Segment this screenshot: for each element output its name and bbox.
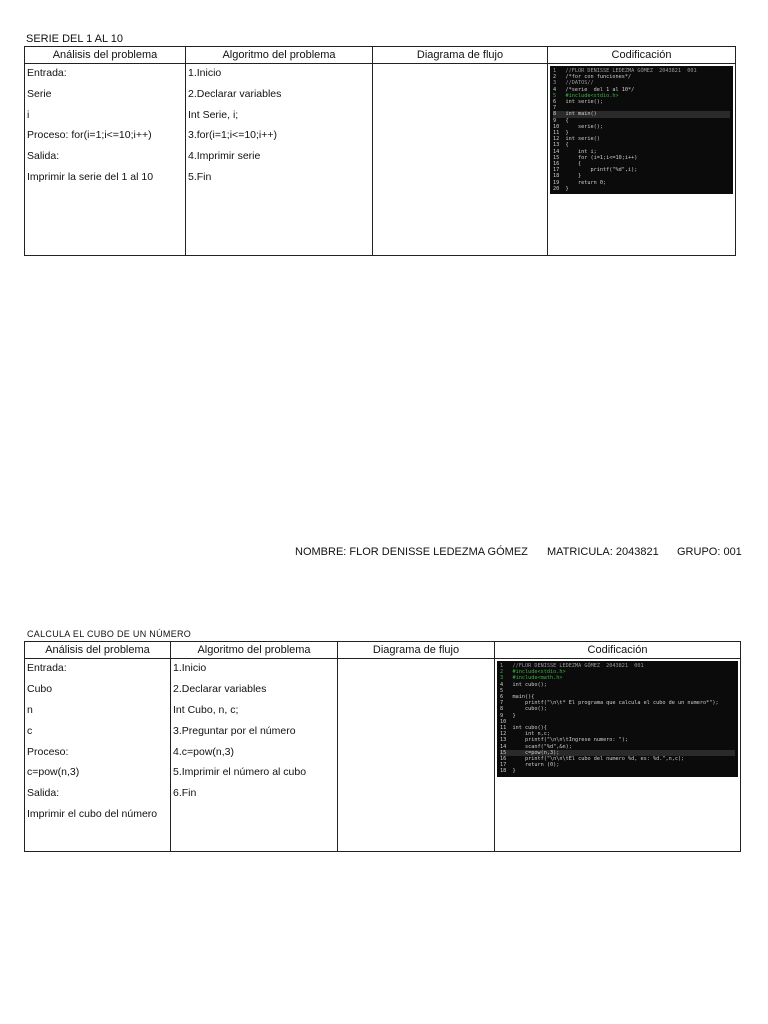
- student-matricula: MATRICULA: 2043821: [547, 546, 659, 558]
- code-line: 2 /*for con funciones*/: [553, 74, 632, 81]
- algorithm-line: 6.Fin: [173, 787, 197, 800]
- code-line: 6 main(){: [500, 694, 535, 701]
- code-line: 5: [500, 687, 504, 694]
- code-line: 12 int serie(): [553, 136, 600, 143]
- analysis-line: n: [27, 703, 33, 716]
- analysis-line: Salida:: [27, 787, 60, 800]
- algorithm-cell: [186, 64, 373, 256]
- analysis-line: Entrada:: [27, 662, 67, 674]
- algorithm-line: 3.Preguntar por el número: [173, 724, 296, 737]
- analysis-line: Entrada:: [27, 67, 67, 79]
- header-coding: Codificación: [495, 642, 741, 659]
- code-line: 4 /*serie del 1 al 10*/: [553, 86, 635, 93]
- code-line: 1 //FLOR DENISSE LEDEZMA GÓMEZ 2043821 001: [500, 663, 644, 669]
- analysis-line: Salida:: [27, 150, 60, 163]
- algorithm-line: 2.Declarar variables: [173, 682, 267, 695]
- analysis-cell: [25, 659, 171, 852]
- code-line: 20 }: [553, 185, 569, 192]
- algorithm-line: 1.Inicio: [188, 67, 222, 79]
- algorithm-line: 5.Imprimir el número al cubo: [173, 766, 307, 779]
- analysis-line: Cubo: [27, 682, 53, 695]
- algorithm-line: 4.Imprimir serie: [188, 150, 261, 163]
- code-line: 15 c=pow(n,3);: [500, 750, 735, 756]
- code-line: 9 {: [553, 117, 569, 124]
- header-algorithm: Algoritmo del problema: [186, 47, 373, 64]
- algorithm-line: 4.c=pow(n,3): [173, 745, 234, 758]
- section1-table: [24, 46, 736, 256]
- section2-title: CALCULA EL CUBO DE UN NÚMERO: [27, 629, 192, 639]
- code-line: 7: [553, 105, 557, 112]
- code-line: 13 printf("\n\n\tIngrese numero: ");: [500, 737, 629, 744]
- code-line: 18 }: [553, 173, 582, 180]
- algorithm-line: 2.Declarar variables: [188, 87, 282, 100]
- analysis-line: i: [27, 108, 30, 121]
- algorithm-cell: [171, 659, 338, 852]
- code-line: 3 #include<math.h>: [500, 675, 563, 682]
- code-screenshot: [497, 661, 738, 777]
- flow-diagram-cell: [338, 659, 495, 852]
- code-line: 18 }: [500, 768, 516, 775]
- student-name: NOMBRE: FLOR DENISSE LEDEZMA GÓMEZ: [295, 546, 528, 558]
- code-line: 1 //FLOR DENISSE LEDEZMA GÓMEZ 2043821 001: [553, 68, 697, 74]
- algorithm-line: 3.for(i=1;i<=10;i++): [188, 129, 278, 142]
- code-line: 17 printf("%d",i);: [553, 167, 638, 174]
- header-coding: Codificación: [548, 47, 736, 64]
- code-line: 8 int main(): [553, 111, 730, 117]
- code-line: 3 //DATOS//: [553, 80, 594, 87]
- header-flow-diagram: Diagrama de flujo: [373, 47, 548, 64]
- analysis-line: Proceso: for(i=1;i<=10;i++): [27, 129, 152, 142]
- code-line: 14 int i;: [553, 148, 597, 155]
- code-line: 17 return (0);: [500, 762, 560, 769]
- code-line: 16 {: [553, 161, 582, 168]
- code-line: 2 #include<stdio.h>: [500, 669, 566, 676]
- analysis-line: Imprimir el cubo del número: [27, 808, 158, 821]
- flow-diagram-cell: [373, 64, 548, 256]
- code-line: 9 }: [500, 712, 516, 719]
- code-line: 12 int n,c;: [500, 731, 550, 738]
- algorithm-line: 5.Fin: [188, 170, 212, 183]
- code-line: 16 printf("\n\n\tEl cubo del numero %d, es: %d.",n,c);: [500, 756, 685, 763]
- code-line: 11 }: [553, 130, 569, 137]
- code-line: 14 scanf("%d",&n);: [500, 743, 572, 750]
- code-line: 6 int serie();: [553, 99, 603, 106]
- section2-table: [24, 641, 741, 852]
- code-line: 10: [500, 718, 507, 725]
- header-analysis: Análisis del problema: [25, 642, 171, 659]
- code-line: 4 int cubo();: [500, 681, 547, 688]
- analysis-line: Imprimir la serie del 1 al 10: [27, 170, 154, 183]
- coding-cell: [495, 659, 741, 852]
- code-line: 19 return 0;: [553, 179, 607, 186]
- coding-cell: [548, 64, 736, 256]
- analysis-line: c: [27, 724, 33, 737]
- algorithm-line: Int Cubo, n, c;: [173, 703, 239, 716]
- analysis-cell: [25, 64, 186, 256]
- code-line: 5 #include<stdio.h>: [553, 92, 619, 99]
- algorithm-line: Int Serie, i;: [188, 108, 239, 121]
- analysis-line: Proceso:: [27, 745, 69, 758]
- code-line: 8 cubo();: [500, 706, 547, 713]
- section1-title: SERIE DEL 1 AL 10: [26, 33, 124, 45]
- algorithm-line: 1.Inicio: [173, 662, 207, 674]
- header-analysis: Análisis del problema: [25, 47, 186, 64]
- code-line: 11 int cubo(){: [500, 725, 547, 732]
- code-line: 7 printf("\n\t* El programa que calcula el cubo de un numero*");: [500, 700, 719, 707]
- code-line: 10 serie();: [553, 123, 603, 130]
- code-line: 15 for (i=1;i<=10;i++): [553, 154, 638, 161]
- analysis-line: Serie: [27, 87, 52, 100]
- header-flow-diagram: Diagrama de flujo: [338, 642, 495, 659]
- analysis-line: c=pow(n,3): [27, 766, 80, 779]
- code-line: 13 {: [553, 142, 569, 149]
- student-group: GRUPO: 001: [677, 546, 742, 558]
- code-screenshot: [550, 66, 733, 194]
- header-algorithm: Algoritmo del problema: [171, 642, 338, 659]
